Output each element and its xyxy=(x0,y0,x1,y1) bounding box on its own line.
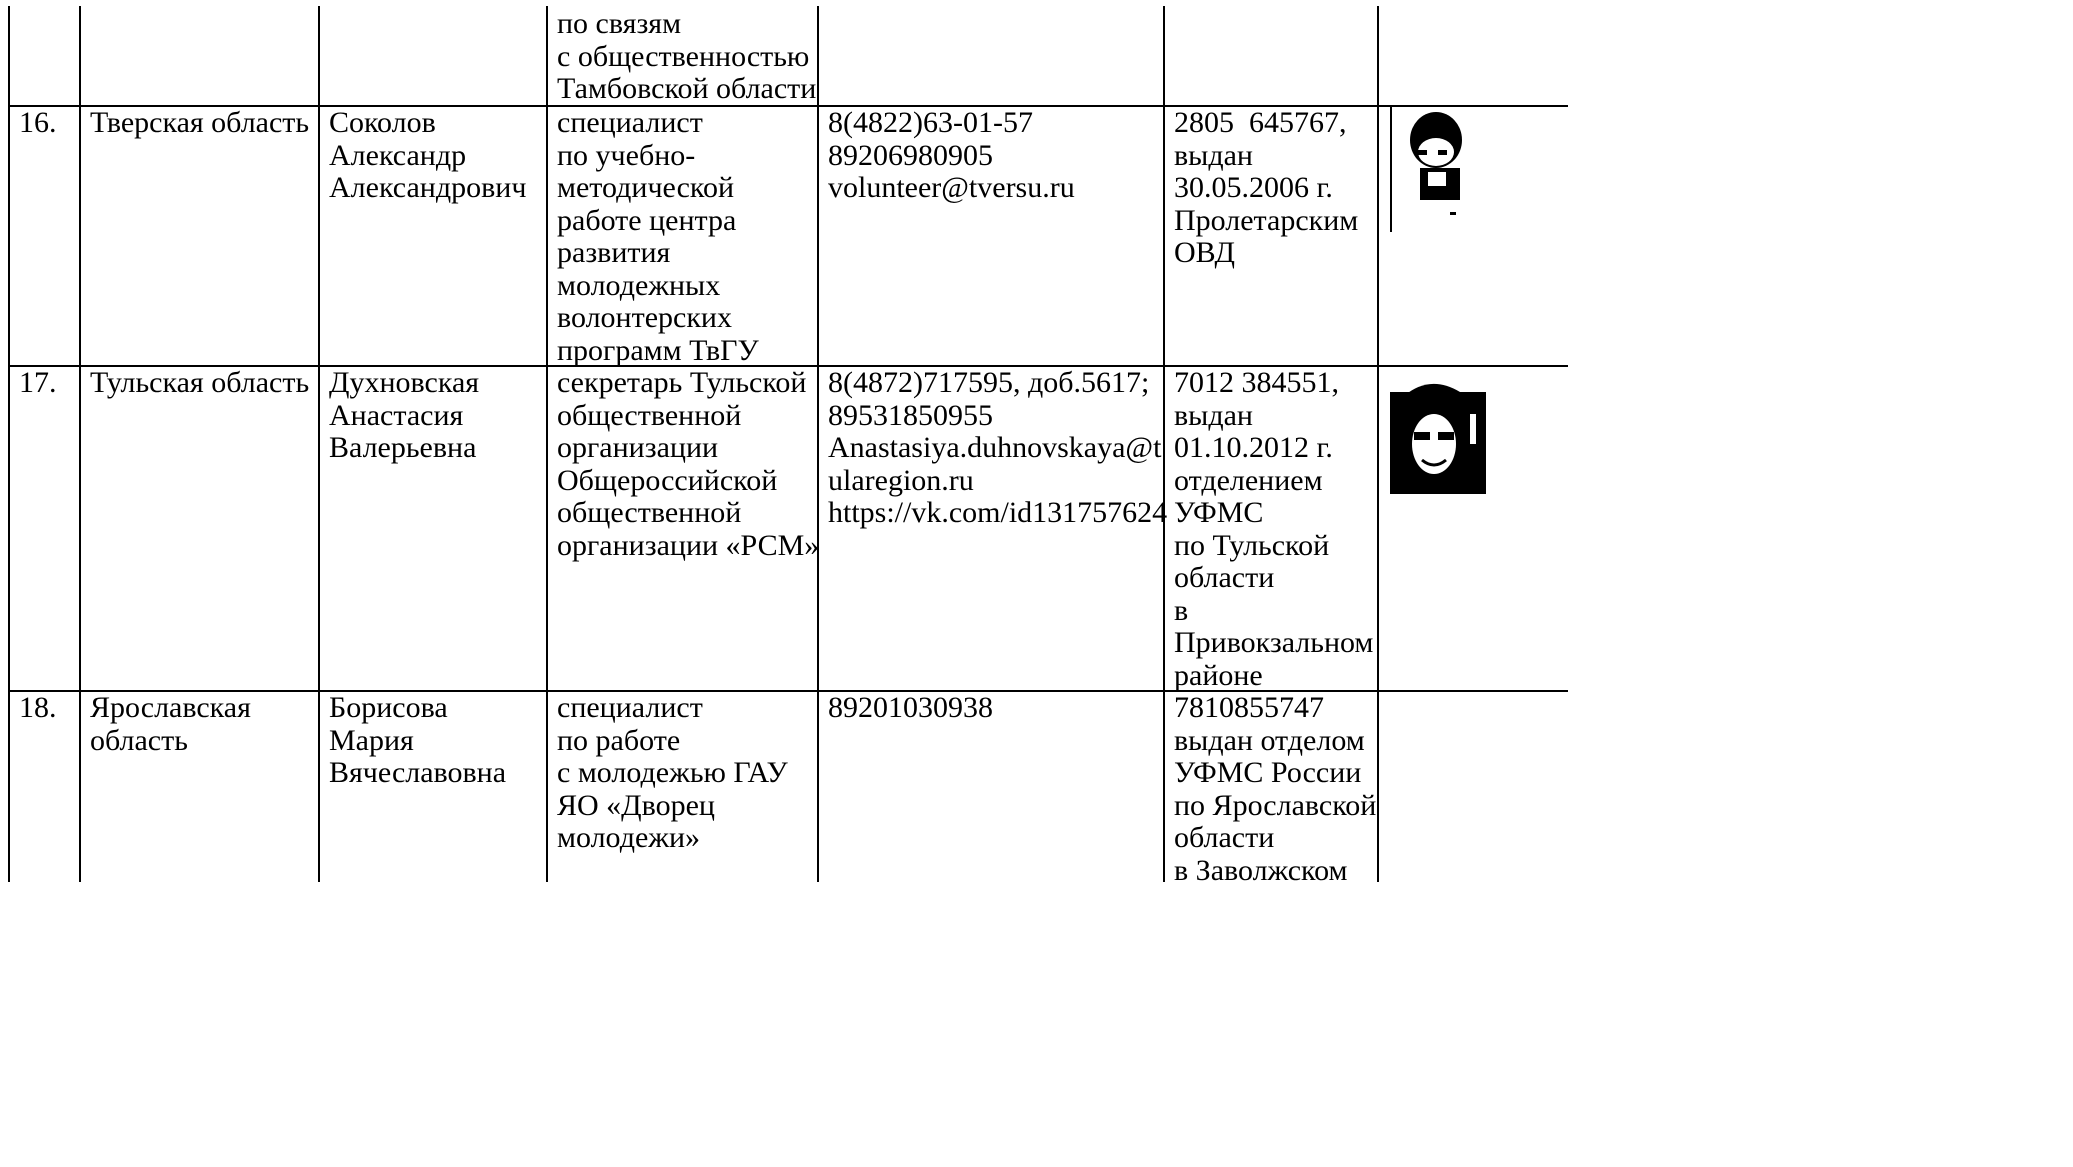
region-cell: Ярославская область xyxy=(90,691,251,757)
row-number: 18. xyxy=(19,691,57,724)
column-divider xyxy=(318,6,320,882)
table-border-left xyxy=(8,6,10,882)
person-photo xyxy=(1390,104,1490,234)
region-cell: Тульская область xyxy=(90,366,310,399)
contacts-cell: 8(4872)717595, доб.5617; 89531850955 Anastasiya.duhnovskaya@t ularegion.ru https://vk.com/id131757624 xyxy=(828,366,1168,529)
passport-cell: 7012 384551, выдан 01.10.2012 г. отделением УФМС по Тульской области в Привокзальном районе xyxy=(1174,366,1374,692)
position-cell: специалист по учебно- методической работе центра развития молодежных волонтерских программ ТвГУ xyxy=(557,106,759,367)
position-cell: специалист по работе с молодежью ГАУ ЯО «Дворец молодежи» xyxy=(557,691,788,854)
column-divider xyxy=(546,6,548,882)
name-cell: Борисова Мария Вячеславовна xyxy=(329,691,507,789)
row-number: 17. xyxy=(19,366,57,399)
column-divider xyxy=(1377,6,1379,882)
row-number: 16. xyxy=(19,106,57,139)
contacts-cell: 8(4822)63-01-57 89206980905 volunteer@tversu.ru xyxy=(828,106,1075,204)
passport-cell: 7810855747 выдан отделом УФМС России по Ярославской области в Заволжском xyxy=(1174,691,1377,887)
position-cell: секретарь Тульской общественной организации Общероссийской общественной организации «РСМ» xyxy=(557,366,820,562)
region-cell: Тверская область xyxy=(90,106,310,139)
position-cell: по связям с общественностью Тамбовской области xyxy=(557,7,817,105)
person-photo xyxy=(1390,374,1490,496)
name-cell: Духновская Анастасия Валерьевна xyxy=(329,366,480,464)
contacts-cell: 89201030938 xyxy=(828,691,993,724)
name-cell: Соколов Александр Александрович xyxy=(329,106,527,204)
column-divider xyxy=(79,6,81,882)
passport-cell: 2805 645767, выдан 30.05.2006 г. Пролетарским ОВД xyxy=(1174,106,1359,269)
